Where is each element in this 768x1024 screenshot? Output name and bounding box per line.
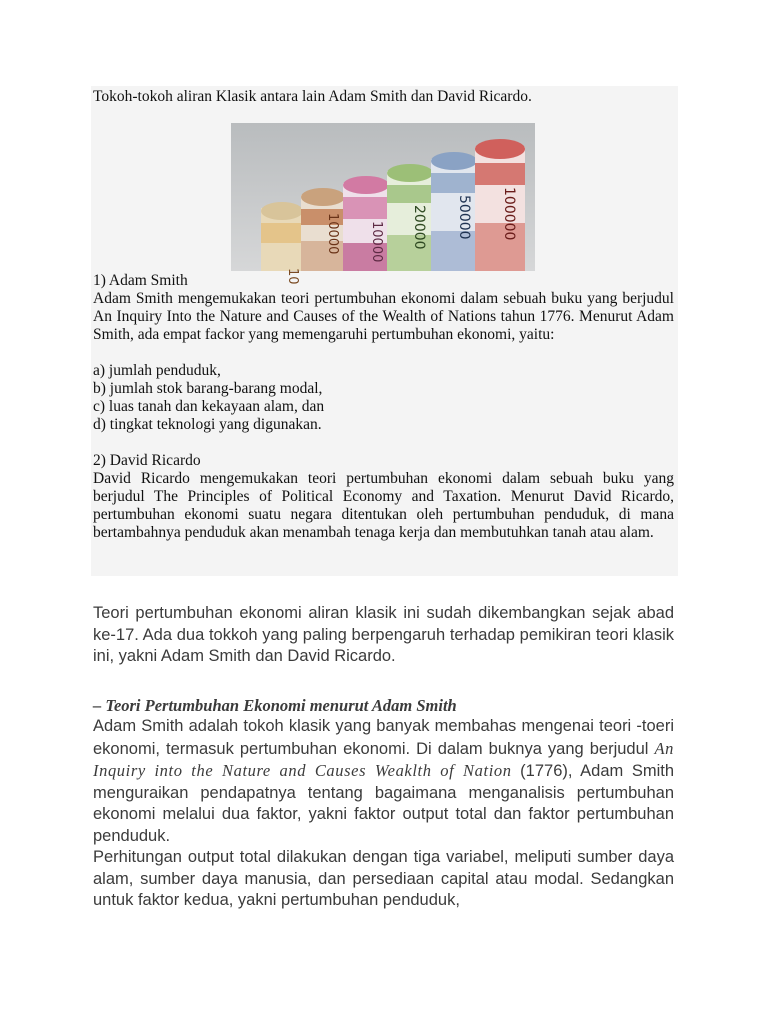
note-label-2: 10000 xyxy=(325,213,340,255)
david-ricardo-heading: 2) David Ricardo xyxy=(93,452,201,469)
note-label-5: 50000 xyxy=(456,195,472,240)
section-paragraph-2: Perhitungan output total dilakukan dengan tiga variabel, meliputi sumber daya alam, sumber daya manusia, dan persediaan capital atau modal. Sedangkan untuk faktor kedua, yakni pertumbuhan penduduk, xyxy=(93,848,674,909)
body-intro xyxy=(93,603,674,668)
adam-smith-paragraph: Adam Smith mengemukakan teori pertumbuhan ekonomi dalam sebuah buku yang berjudul An Inquiry Into the Nature and Causes of the Wealth of Nations tahun 1776. Menurut Adam Smith, ada empat fackor yang memengaruhi pertumbuhan ekonomi, yaitu: xyxy=(93,290,674,343)
section-body xyxy=(93,716,674,912)
banknote-roll-2 xyxy=(301,188,345,271)
note-label-3: 10000 xyxy=(369,221,384,263)
spacer xyxy=(93,344,674,362)
intro-line xyxy=(93,88,674,106)
note-label-1: 10 xyxy=(285,268,300,285)
paragraph-text: Adam Smith adalah tokoh klasik yang banyak membahas mengenai teori -toeri ekonomi, termasuk pertumbuhan ekonomi. Di dalam buknya yang berjudul xyxy=(93,717,674,758)
factor-list-item: d) tingkat teknologi yang digunakan. xyxy=(93,416,322,433)
banknote-roll-3 xyxy=(343,176,389,271)
banknote-roll-6 xyxy=(475,139,525,271)
factor-list-item: a) jumlah penduduk, xyxy=(93,362,221,379)
adam-smith-heading: 1) Adam Smith xyxy=(93,272,188,289)
section-paragraph-1 xyxy=(93,716,674,847)
note-label-6: 100000 xyxy=(501,187,517,241)
factor-list-item: c) luas tanah dan kekayaan alam, dan xyxy=(93,398,325,415)
note-label-4: 20000 xyxy=(411,205,427,250)
intro-text: Tokoh-tokoh aliran Klasik antara lain Adam Smith dan David Ricardo. xyxy=(93,88,532,105)
banknote-roll-4 xyxy=(387,164,433,271)
banknote-roll-5 xyxy=(431,152,477,271)
factor-list-item: b) jumlah stok barang-barang modal, xyxy=(93,380,323,397)
banknotes-image xyxy=(231,123,535,285)
paragraph-text: (1776), Adam Smith menguraikan pendapatnya tentang bagaimana menganalisis pertumbuhan ekonomi melalui dua faktor, yakni faktor output total dan faktor pertumbuhan penduduk. xyxy=(93,762,675,845)
book-title: An Inquiry into the Nature and Causes Weaklth of Nation xyxy=(93,738,674,780)
section-heading: – Teori Pertumbuhan Ekonomi menurut Adam Smith xyxy=(93,696,457,715)
adam-smith-excerpt xyxy=(93,272,674,542)
david-ricardo-paragraph: David Ricardo mengemukakan teori pertumbuhan ekonomi dalam sebuah buku yang berjudul The Principles of Political Economy and Taxation. Menurut David Ricardo, pertumbuhan ekonomi suatu negara ditentukan oleh pertumbuhan penduduk, di mana bertambahnya penduduk akan menambah tenaga kerja dan membutuhkan tanah atau alam. xyxy=(93,470,674,541)
body-intro-paragraph: Teori pertumbuhan ekonomi aliran klasik ini sudah dikembangkan sejak abad ke-17. Ada dua tokkoh yang paling berpengaruh terhadap pemikiran teori klasik ini, yakni Adam Smith dan David Ricardo. xyxy=(93,604,674,665)
rolled-banknotes-illustration xyxy=(231,123,535,285)
spacer xyxy=(93,434,674,452)
